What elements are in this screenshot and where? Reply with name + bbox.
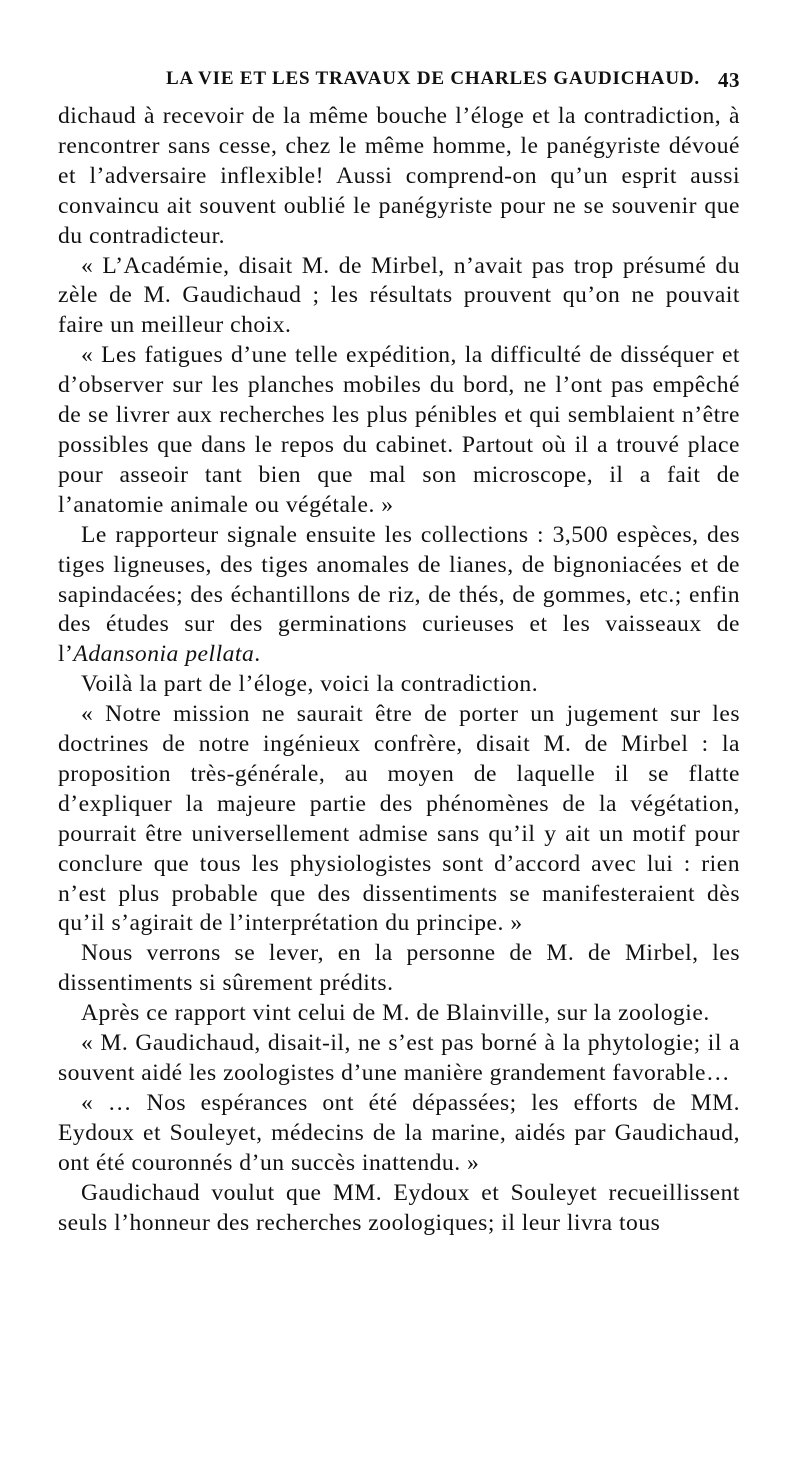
collections-end: .	[254, 641, 261, 668]
paragraph-dissentiments: Nous verrons se lever, en la personne de M. de Mirbel, les dissentiments si sûrement prédits.	[58, 940, 740, 997]
paragraph-quote-esperances: « … Nos espérances ont été dépassées; les efforts de MM. Eydoux et Souleyet, médecins de la marine, aidés par Gaudichaud, ont été couronnés d’un succès inattendu. »	[58, 1089, 740, 1176]
paragraph-quote-fatigues: « Les fatigues d’une telle expédition, la difficulté de disséquer et d’observer sur les planches mobiles du bord, ne l’ont pas empêché de se livrer aux recherches les plus pénibles et qui semblaient n’être possibles que dans le repos du cabinet. Partout où il a trouvé place pour asseoir tant bien que mal son microscope, il a fait de l’anatomie animale ou végétale. »	[58, 342, 740, 518]
paragraph-eloge: Voilà la part de l’éloge, voici la contradiction.	[81, 671, 539, 698]
paragraph-quote-academie: « L’Académie, disait M. de Mirbel, n’avait pas trop présumé du zèle de M. Gaudichaud ; les résultats prouvent qu’on ne pouvait faire un meilleur choix.	[58, 252, 740, 339]
page-number: 43	[718, 68, 740, 92]
paragraph-quote-phytologie: « M. Gaudichaud, disait-il, ne s’est pas borné à la phytologie; il a souvent aidé les zoologistes d’une manière grandement favorable…	[58, 1030, 740, 1086]
paragraph-collections	[58, 521, 740, 671]
body-text	[58, 102, 740, 1238]
paragraph-final: Gaudichaud voulut que MM. Eydoux et Souleyet recueillissent seuls l’honneur des recherches zoologiques; il leur livra tous	[58, 1179, 740, 1236]
paragraph-blainville: Après ce rapport vint celui de M. de Blainville, sur la zoologie.	[81, 1000, 710, 1027]
species-name: Adansonia pellata	[73, 641, 255, 668]
paragraph-continuation: dichaud à recevoir de la même bouche l’éloge et la contradiction, à rencontrer sans cesse, chez le même homme, le panégyriste dévoué et l’adversaire inflexible! Aussi comprend-on qu’un esprit aussi convaincu ait souvent oublié le panégyriste pour ne se souvenir que du contradicteur.	[58, 103, 740, 249]
paragraph-quote-mission: « Notre mission ne saurait être de porter un jugement sur les doctrines de notre ingénieux confrère, disait M. de Mirbel : la proposition très-générale, au moyen de laquelle il se flatte d’expliquer la majeure partie des phénomènes de la végétation, pourrait être universellement admise sans qu’il y ait un motif pour conclure que tous les physiologistes sont d’accord avec lui : rien n’est plus probable que des dissentiments se manifesteraient dès qu’il s’agirait de l’interprétation du principe. »	[58, 701, 740, 937]
running-head	[58, 68, 740, 94]
collections-text: Le rapporteur signale ensuite les collections : 3,500 espèces, des tiges ligneuses, des tiges anomales de lianes, de bignoniacées et de sapindacées; des échantillons de riz, de thés, de gommes, etc.; enfin des études sur des germinations curieuses et les vaisseaux de l’	[58, 521, 740, 668]
running-title: LA VIE ET LES TRAVAUX DE CHARLES GAUDICHAUD.	[166, 68, 700, 89]
